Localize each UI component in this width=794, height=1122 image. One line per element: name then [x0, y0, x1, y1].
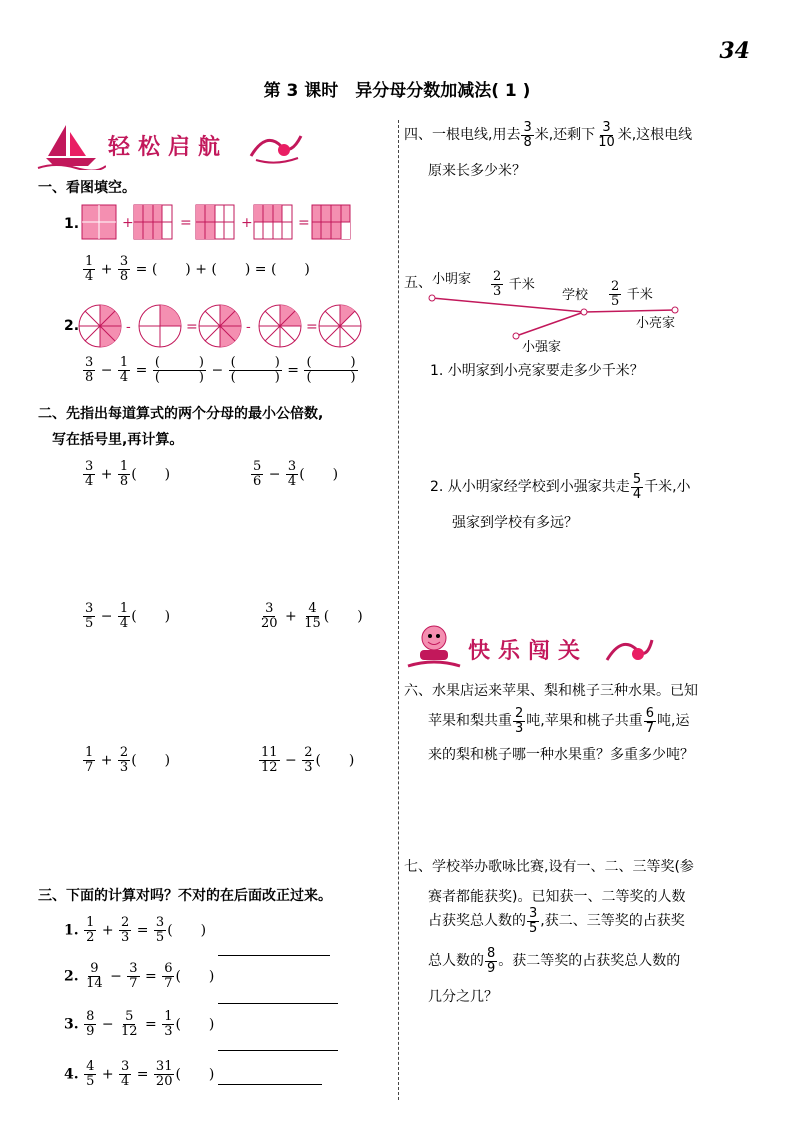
s3-item-1: 1. $\frac{1}{2}$ + $\frac{2}{3}$ = $\frac{3}{5}$ ( ) — [64, 915, 207, 945]
s5-q2-line2: 强家到学校有多远？ — [452, 515, 578, 531]
point-xiaoming — [429, 295, 435, 301]
banner-qingsong — [36, 120, 326, 170]
label-xiaoliang-home: 小亮家 — [636, 316, 676, 331]
s1-op-4: = — [298, 215, 310, 231]
s1-grid-figures — [80, 203, 370, 243]
section2-heading-1: 二、先指出每道算式的两个分母的最小公倍数, — [38, 406, 324, 422]
s3-item-3: 3. $\frac{8}{9}$ − $\frac{5}{12}$ = $\frac{1}{3}$ ( ) — [64, 1009, 215, 1039]
kid-character-icon — [406, 622, 462, 672]
circle-figure-3 — [199, 305, 241, 347]
s7-line3: 占获奖总人数的 $\frac{3}{5}$ ,获二、三等奖的占获奖 — [428, 905, 685, 936]
svg-text:-: - — [246, 319, 251, 335]
label-xiaoqiang-home: 小强家 — [522, 340, 562, 355]
label-distance-2: $\frac{2}{5}$ 千米 — [611, 279, 653, 309]
banner-left-text: 轻松启航 — [108, 135, 229, 160]
circle-figure-5 — [319, 305, 361, 347]
s1-op-2: = — [180, 215, 192, 231]
s2-item-3: $\frac{3}{5}$ − $\frac{1}{4}$ ( ) — [85, 601, 171, 631]
s1-item2-label: 2. — [64, 318, 80, 334]
grid-box-5 — [312, 205, 350, 239]
label-xiaoming-home: 小明家 — [432, 272, 472, 287]
grid-box-4 — [254, 205, 292, 239]
section2-heading-2: 写在括号里,再计算。 — [52, 432, 184, 448]
s7-line1: 七、学校举办歌咏比赛,设有一、二、三等奖(参 — [404, 859, 694, 875]
s2-item-4: $\frac{3}{20}$ + $\frac{4}{15}$ ( ) — [261, 601, 363, 631]
s1-op-3: + — [241, 215, 253, 231]
s7-line2: 赛者都能获奖)。已知获一、二等奖的人数 — [428, 889, 686, 905]
s1-expr2: $\frac{3}{8}$ − $\frac{1}{4}$ = $\frac{( )}{( )}$ − $\frac{( )}{( )}$ = $\frac{( )}{( )}$ — [85, 355, 356, 385]
phoenix-ornament-icon — [246, 126, 306, 166]
circle-figure-1 — [79, 305, 121, 347]
svg-text:=: = — [306, 319, 318, 335]
column-divider — [398, 120, 399, 1100]
point-xiaoqiang — [513, 333, 519, 339]
s1-item1-label: 1. — [64, 216, 80, 232]
s3-answer-line-2[interactable] — [218, 1003, 338, 1004]
banner-right-text: 快乐闯关 — [468, 639, 589, 664]
s1-op-1: + — [122, 215, 134, 231]
circle-figure-2 — [139, 305, 181, 347]
s2-item-1: $\frac{3}{4}$ + $\frac{1}{8}$ ( ) — [85, 459, 171, 489]
s7-line4: 总人数的 $\frac{8}{9}$ 。获二等奖的占获奖总人数的 — [428, 945, 681, 976]
grid-box-2 — [134, 205, 172, 239]
s2-item-6: $\frac{11}{12}$ − $\frac{2}{3}$ ( ) — [261, 745, 355, 775]
phoenix-ornament-icon-2 — [602, 630, 656, 670]
svg-text:-: - — [126, 319, 131, 335]
s5-q2: 2. 从小明家经学校到小强家共走 $\frac{5}{4}$ 千米,小 — [430, 471, 691, 502]
s4-question-line2: 原来长多少米？ — [428, 163, 526, 179]
page-number: 34 — [719, 38, 750, 64]
s6-line2: 苹果和梨共重 $\frac{2}{3}$ 吨,苹果和桃子共重 $\frac{6}{7}$ 吨,运 — [428, 705, 690, 736]
s3-answer-line-1[interactable] — [218, 955, 330, 956]
s3-item-2: 2. $\frac{9}{14}$ − $\frac{3}{7}$ = $\frac{6}{7}$ ( ) — [64, 961, 215, 991]
s2-item-5: $\frac{1}{7}$ + $\frac{2}{3}$ ( ) — [85, 745, 171, 775]
svg-text:=: = — [186, 319, 198, 335]
point-xiaoliang — [672, 307, 678, 313]
grid-box-1 — [82, 205, 116, 239]
s6-line3: 来的梨和桃子哪一种水果重？多重多少吨？ — [428, 747, 694, 763]
sailboat-icon — [36, 120, 106, 170]
s5-heading: 五、 — [404, 275, 432, 291]
grid-box-3 — [196, 205, 234, 239]
s1-circle-figures — [78, 302, 378, 352]
point-school — [581, 309, 587, 315]
s7-line5: 几分之几？ — [428, 989, 498, 1005]
s4-question: 四、一根电线,用去 $\frac{3}{8}$ 米,还剩下 $\frac{3}{10}$ 米,这根电线 — [404, 119, 693, 150]
section1-heading: 一、看图填空。 — [38, 180, 136, 196]
s5-q1: 1. 小明家到小亮家要走多少千米？ — [430, 363, 644, 379]
section3-heading: 三、下面的计算对吗？不对的在后面改正过来。 — [38, 888, 332, 904]
page-title: 第 3 课时 异分母分数加减法( 1 ) — [263, 81, 531, 101]
label-distance-1: $\frac{2}{3}$ 千米 — [493, 269, 535, 299]
circle-figure-4 — [259, 305, 301, 347]
s3-item-4: 4. $\frac{4}{5}$ + $\frac{3}{4}$ = $\frac{31}{20}$ ( ) — [64, 1059, 215, 1089]
label-school: 学校 — [562, 288, 589, 303]
banner-kuaile — [406, 622, 656, 672]
s3-answer-line-3[interactable] — [218, 1050, 338, 1051]
s1-expr1: $\frac{1}{4}$ + $\frac{3}{8}$ = ( ) + ( ) = ( ) — [85, 254, 310, 284]
s6-line1: 六、水果店运来苹果、梨和桃子三种水果。已知 — [404, 683, 698, 699]
s2-item-2: $\frac{5}{6}$ − $\frac{3}{4}$ ( ) — [253, 459, 339, 489]
s3-answer-line-4[interactable] — [218, 1084, 322, 1085]
